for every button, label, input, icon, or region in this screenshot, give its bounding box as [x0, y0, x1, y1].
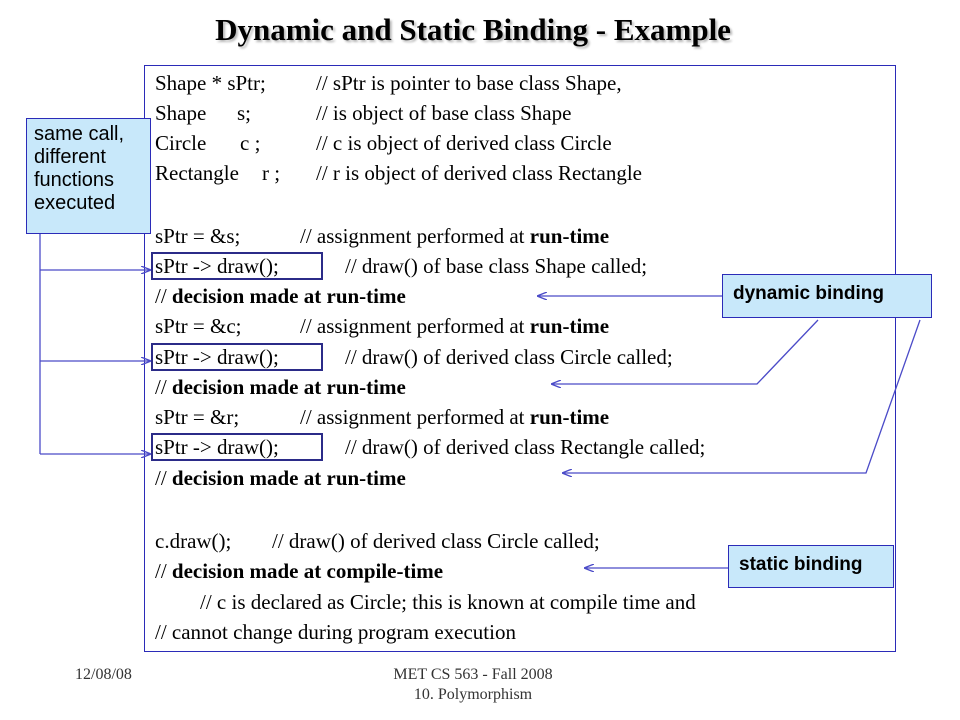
left-bracket-lines [40, 234, 150, 454]
callout-same-call: same call, different functions executed [26, 118, 151, 234]
slide-title: Dynamic and Static Binding - Example [215, 12, 731, 47]
callout-dynamic-binding: dynamic binding [722, 274, 932, 318]
dynamic-binding-arrows [538, 296, 920, 473]
footer-course: MET CS 563 - Fall 2008 10. Polymorphism [393, 666, 553, 703]
callout-static-binding: static binding [728, 545, 894, 588]
footer-date: 12/08/08 [75, 666, 132, 683]
